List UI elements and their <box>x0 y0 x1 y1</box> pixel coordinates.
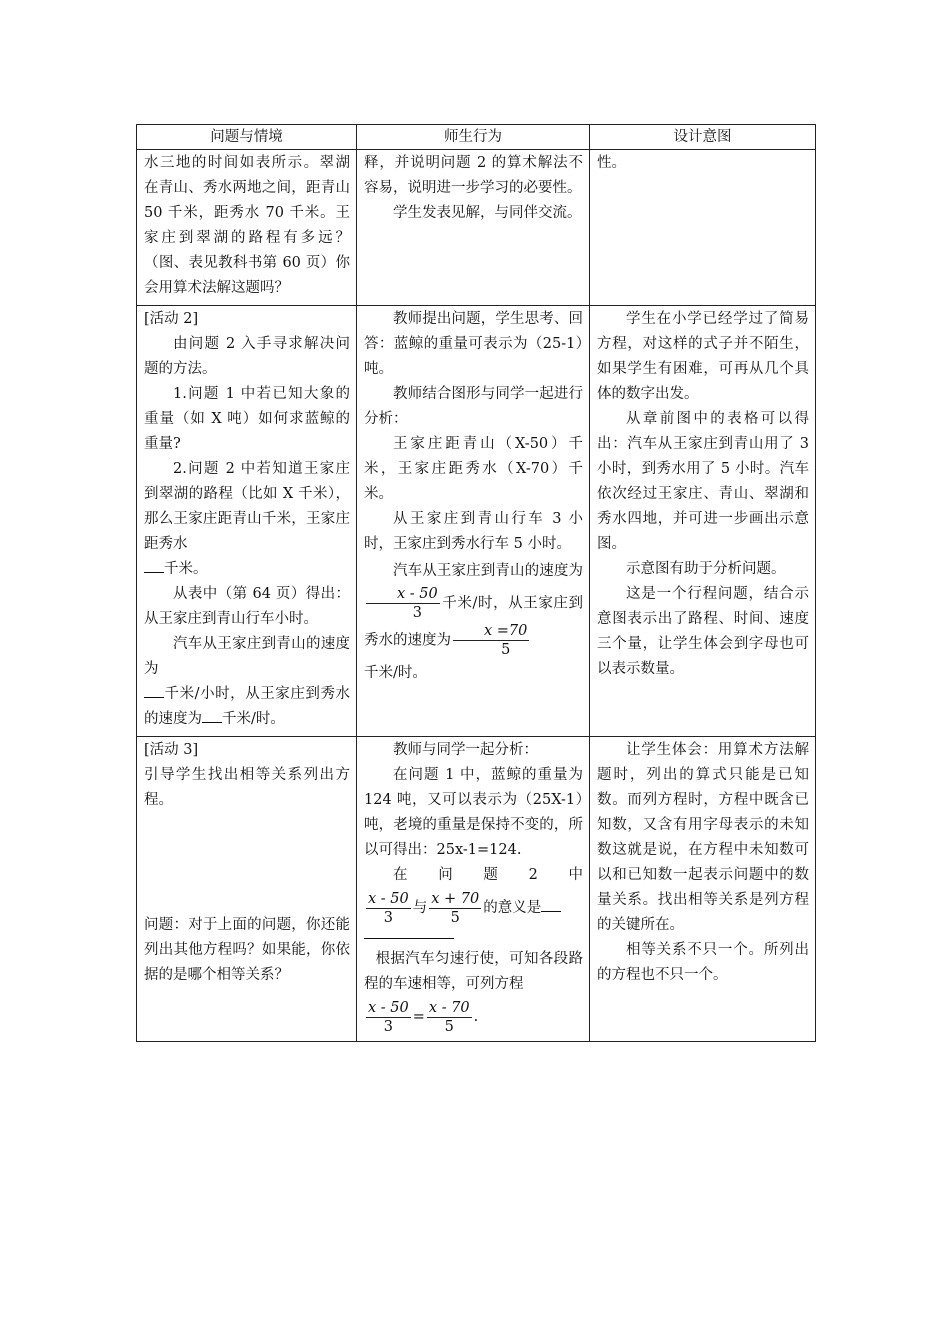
row3-col1 <box>137 737 357 1042</box>
header-behavior: 师生行为 <box>357 125 590 150</box>
row2-intent-p3: 示意图有助于分析问题。 <box>626 561 786 577</box>
row1-behavior-p1: 释，并说明问题 2 的算术解法不容易，说明进一步学习的必要性。 <box>364 155 583 196</box>
row2-situation-p5: 汽车从王家庄到青山的速度为 千米/小时，从王家庄到秀水的速度为 千米/时。 <box>144 636 350 727</box>
row3-intent-p2: 相等关系不只一个。所列出的方程也不只一个。 <box>597 942 809 983</box>
row1-col2 <box>357 150 590 306</box>
activity2-title: [活动 2] <box>144 311 199 327</box>
row2-behavior-p3: 王家庄距青山（X-50）千米，王家庄距秀水（X-70）千米。 <box>364 436 583 502</box>
row3-behavior-p1: 教师与同学一起分析： <box>393 742 538 758</box>
row3-situation-p1: 引导学生找出相等关系列出方程。 <box>144 767 350 808</box>
table-header-row <box>137 125 816 150</box>
row1-intent-text: 性。 <box>597 155 626 171</box>
row2-col3 <box>590 306 816 737</box>
row3-situation-p2: 问题：对于上面的问题，你还能列出其他方程吗？如果能，你依据的是哪个相等关系？ <box>144 917 350 983</box>
row2-intent-p1: 学生在小学已经学过了简易方程，对这样的式子并不陌生，如果学生有困难，可再从几个具体的数字出发。 <box>597 311 809 402</box>
row2-intent-p4: 这是一个行程问题，结合示意图表示出了路程、时间、速度三个量，让学生体会到字母也可以表示数量。 <box>597 586 809 677</box>
row3-behavior-p3-fractions: $\frac{x - 50}{3}$ 与 $\frac{x + 70}{5}$ 的意义是 <box>364 888 583 928</box>
row2-behavior-p2: 教师结合图形与同学一起进行分析： <box>364 386 583 427</box>
header-situation: 问题与情境 <box>137 125 357 150</box>
row1-situation-text: 水三地的时间如表所示。翠湖 在青山、秀水两地之间，距青山 50 千米，距秀水 70 千米。王家庄到翠湖的路程有多远？（图、表见教科书第 60 页）你会用算术法解这题吗？ <box>144 155 350 296</box>
row2-behavior-p4: 从王家庄到青山行车 3 小时，王家庄到秀水行车 5 小时。 <box>364 511 583 552</box>
fill-blank <box>144 558 164 573</box>
row1-col3 <box>590 150 816 306</box>
row3-intent-p1: 让学生体会：用算术方法解题时，列出的算式只能是已知数。而列方程时，方程中既含已知数，又含有用字母表示的未知数这就是说，在方程中未知数可以和已知数一起表示问题中的数量关系。找出相等关系是列方程的关键所在。 <box>597 742 809 933</box>
row2-situation-p1: 由问题 2 入手寻求解决问题的方法。 <box>144 336 350 377</box>
fill-blank <box>144 683 164 698</box>
fill-blank <box>541 897 561 912</box>
row3-col3 <box>590 737 816 1042</box>
row2-col2 <box>357 306 590 737</box>
equation-right-fraction: $\frac{x - 70}{5}$ <box>428 999 470 1035</box>
row1-behavior-p2: 学生发表见解，与同伴交流。 <box>393 205 582 221</box>
equation-left-fraction: $\frac{x - 50}{3}$ <box>368 999 409 1035</box>
fraction-qingshan: $\frac{x - 50}{3}$ <box>368 890 409 926</box>
speed-fraction-xiushui: $\frac{x =70}{5}$ <box>453 622 529 659</box>
speed-fraction-qingshan: $\frac{x - 50}{3}$ <box>366 585 440 622</box>
header-intent: 设计意图 <box>590 125 816 150</box>
lesson-plan-table <box>136 124 816 1042</box>
table-row <box>137 306 816 737</box>
fraction-xiushui: $\frac{x + 70}{5}$ <box>431 890 480 926</box>
activity3-title: [活动 3] <box>144 742 199 758</box>
row2-situation-p4: 从表中（第 64 页）得出：从王家庄到青山行车小时。 <box>144 586 350 627</box>
table-row <box>137 737 816 1042</box>
row3-behavior-p4: 根据汽车匀速行使，可知各段路程的车速相等，可列方程 <box>364 951 583 992</box>
row2-behavior-p1: 教师提出问题，学生思考、回答：蓝鲸的重量可表示为（25-1）吨。 <box>364 311 583 377</box>
row3-behavior-p3-line: 在 问 题 2 中 <box>393 867 583 883</box>
row3-behavior-p2: 在问题 1 中，蓝鲸的重量为 124 吨，又可以表示为（25X-1）吨，老境的重量是保持不变的，所以可得出：25x-1=124. <box>364 767 583 858</box>
fill-blank <box>202 708 222 723</box>
row2-situation-p3: 2.问题 2 中若知道王家庄到翠湖的路程（比如 X 千米）， 那么王家庄距青山千米，王家庄距秀水 千米。 <box>144 461 350 577</box>
row2-col1 <box>137 306 357 737</box>
row2-situation-p2: 1.问题 1 中若已知大象的重量（如 X 吨）如何求蓝鲸的重量? <box>144 386 350 452</box>
row2-behavior-p5: 汽车从王家庄到青山的速度为 $\frac{x - 50}{3}$ 千米/时，从王家庄到秀水的速度为 $\frac{x =70}{5}$ 千米/时。 <box>364 563 583 681</box>
row3-equation: $\frac{x - 50}{3}$ = $\frac{x - 70}{5}$ . <box>368 999 479 1035</box>
table-row <box>137 150 816 306</box>
row1-col1 <box>137 150 357 306</box>
fill-blank-long <box>364 928 454 939</box>
row2-intent-p2: 从章前图中的表格可以得出：汽车从王家庄到青山用了 3 小时，到秀水用了 5 小时。汽车依次经过王家庄、青山、翠湖和秀水四地，并可进一步画出示意图。 <box>597 411 809 552</box>
row3-col2 <box>357 737 590 1042</box>
